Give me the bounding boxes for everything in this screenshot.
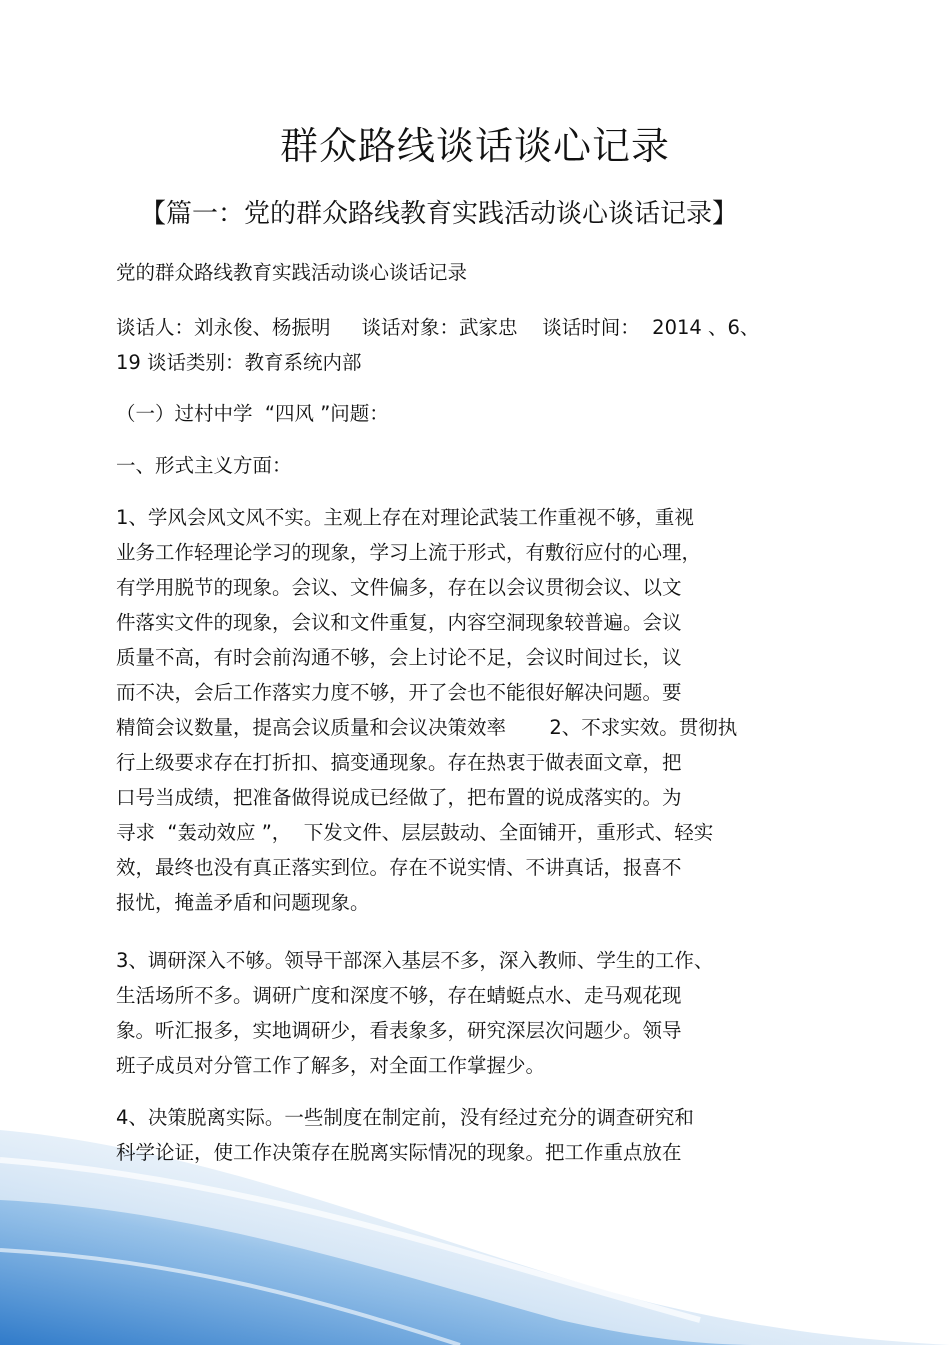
paragraph-3 bbox=[116, 1100, 836, 1170]
section-heading-line: （一）过村中学 “四风 ”问题： bbox=[116, 402, 389, 425]
document-title: 群众路线谈话谈心记录 bbox=[279, 124, 670, 168]
paragraph-line: 寻求 “轰动效应 ”， 下发文件、层层鼓动、全面铺开，重形式、轻实 bbox=[116, 821, 714, 844]
paragraph-line: 而不决，会后工作落实力度不够，开了会也不能很好解决问题。要 bbox=[116, 681, 682, 704]
paragraph-line: 有学用脱节的现象。会议、文件偏多，存在以会议贯彻会议、以文 bbox=[116, 576, 682, 599]
paragraph-line: 象。听汇报多，实地调研少，看表象多，研究深层次问题少。领导 bbox=[116, 1019, 682, 1042]
paragraph-line: 口号当成绩，把准备做得说成已经做了，把布置的说成落实的。为 bbox=[116, 786, 682, 809]
paragraph-line: 3、调研深入不够。领导干部深入基层不多，深入教师、学生的工作、 bbox=[116, 949, 714, 972]
paragraph-1 bbox=[116, 500, 836, 920]
document-subtitle: 【篇一：党的群众路线教育实践活动谈心谈话记录】 bbox=[140, 199, 739, 229]
paragraph-2 bbox=[116, 943, 836, 1083]
paragraph-line: 1、学风会风文风不实。主观上存在对理论武装工作重视不够，重视 bbox=[116, 506, 694, 529]
meta-line: 19 谈话类别：教育系统内部 bbox=[116, 351, 362, 374]
paragraph-line: 质量不高，有时会前沟通不够，会上讨论不足，会议时间过长，议 bbox=[116, 646, 682, 669]
paragraph-line: 生活场所不多。调研广度和深度不够，存在蜻蜓点水、走马观花现 bbox=[116, 984, 682, 1007]
paragraph-line: 业务工作轻理论学习的现象，学习上流于形式，有敷衍应付的心理， bbox=[116, 541, 702, 564]
paragraph-line: 科学论证，使工作决策存在脱离实际情况的现象。把工作重点放在 bbox=[116, 1141, 682, 1164]
meta-paragraph bbox=[116, 310, 836, 380]
paragraph-line: 效，最终也没有真正落实到位。存在不说实情、不讲真话，报喜不 bbox=[116, 856, 682, 879]
sub-heading-line: 一、形式主义方面： bbox=[116, 454, 292, 477]
paragraph-line: 件落实文件的现象，会议和文件重复，内容空洞现象较普遍。会议 bbox=[116, 611, 682, 634]
paragraph-line: 行上级要求存在打折扣、搞变通现象。存在热衷于做表面文章，把 bbox=[116, 751, 682, 774]
meta-line: 谈话人：刘永俊、杨振明 谈话对象：武家忠 谈话时间： 2014 、6、 bbox=[116, 316, 760, 339]
paragraph-line: 班子成员对分管工作了解多，对全面工作掌握少。 bbox=[116, 1054, 546, 1077]
section-heading bbox=[116, 396, 836, 431]
paragraph-line: 精简会议数量，提高会议质量和会议决策效率 2、不求实效。贯彻执 bbox=[116, 716, 738, 739]
sub-heading bbox=[116, 448, 836, 483]
paragraph-line: 报忧，掩盖矛盾和问题现象。 bbox=[116, 891, 370, 914]
intro-line: 党的群众路线教育实践活动谈心谈话记录 bbox=[116, 261, 468, 284]
intro-paragraph bbox=[116, 255, 836, 290]
paragraph-line: 4、决策脱离实际。一些制度在制定前，没有经过充分的调查研究和 bbox=[116, 1106, 694, 1129]
